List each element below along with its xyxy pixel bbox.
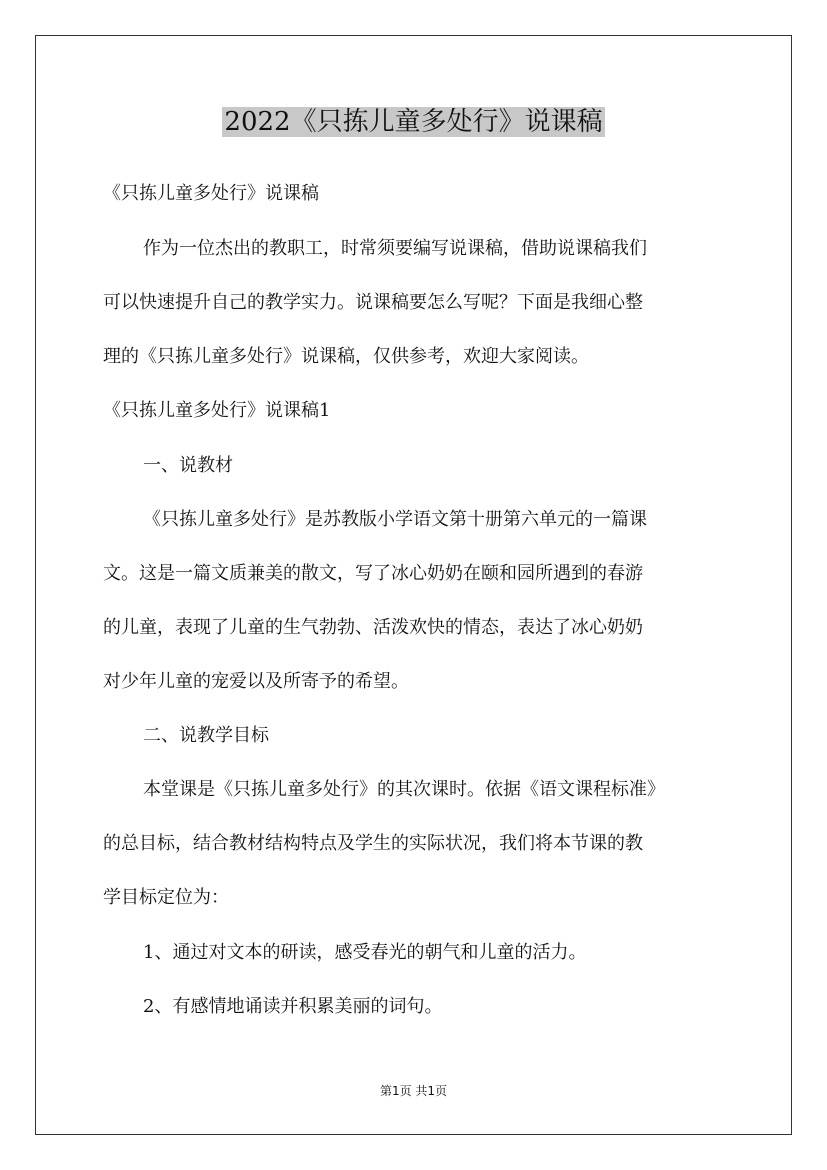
paragraph-line: 的儿童，表现了儿童的生气勃勃、活泼欢快的情态，表达了冰心奶奶 bbox=[103, 617, 643, 638]
document-subtitle: 《只拣儿童多处行》说课稿 bbox=[103, 183, 319, 204]
paragraph-line: 对少年儿童的宠爱以及所寄予的希望。 bbox=[103, 671, 409, 692]
goal-item: 2、有感情地诵读并积累美丽的词句。 bbox=[143, 996, 443, 1017]
goal-item: 1、通过对文本的研读，感受春光的朝气和儿童的活力。 bbox=[143, 942, 587, 963]
document-title-text: 2022《只拣儿童多处行》说课稿 bbox=[224, 107, 603, 137]
document-title bbox=[0, 104, 827, 140]
section-title: 《只拣儿童多处行》说课稿1 bbox=[103, 400, 331, 421]
paragraph-line: 的总目标，结合教材结构特点及学生的实际状况，我们将本节课的教 bbox=[103, 833, 643, 854]
paragraph-line: 本堂课是《只拣儿童多处行》的其次课时。依据《语文课程标准》 bbox=[143, 779, 665, 800]
intro-line: 可以快速提升自己的教学实力。说课稿要怎么写呢？下面是我细心整 bbox=[103, 292, 643, 313]
paragraph-line: 学目标定位为： bbox=[103, 887, 229, 908]
page-footer: 第1页 共1页 bbox=[379, 1084, 448, 1098]
paragraph-line: 《只拣儿童多处行》是苏教版小学语文第十册第六单元的一篇课 bbox=[143, 509, 647, 530]
heading-teaching-material: 一、说教材 bbox=[143, 455, 233, 476]
intro-line: 理的《只拣儿童多处行》说课稿，仅供参考，欢迎大家阅读。 bbox=[103, 346, 589, 367]
paragraph-line: 文。这是一篇文质兼美的散文，写了冰心奶奶在颐和园所遇到的春游 bbox=[103, 563, 643, 584]
heading-teaching-goals: 二、说教学目标 bbox=[143, 725, 269, 746]
intro-line: 作为一位杰出的教职工，时常须要编写说课稿，借助说课稿我们 bbox=[143, 238, 647, 259]
